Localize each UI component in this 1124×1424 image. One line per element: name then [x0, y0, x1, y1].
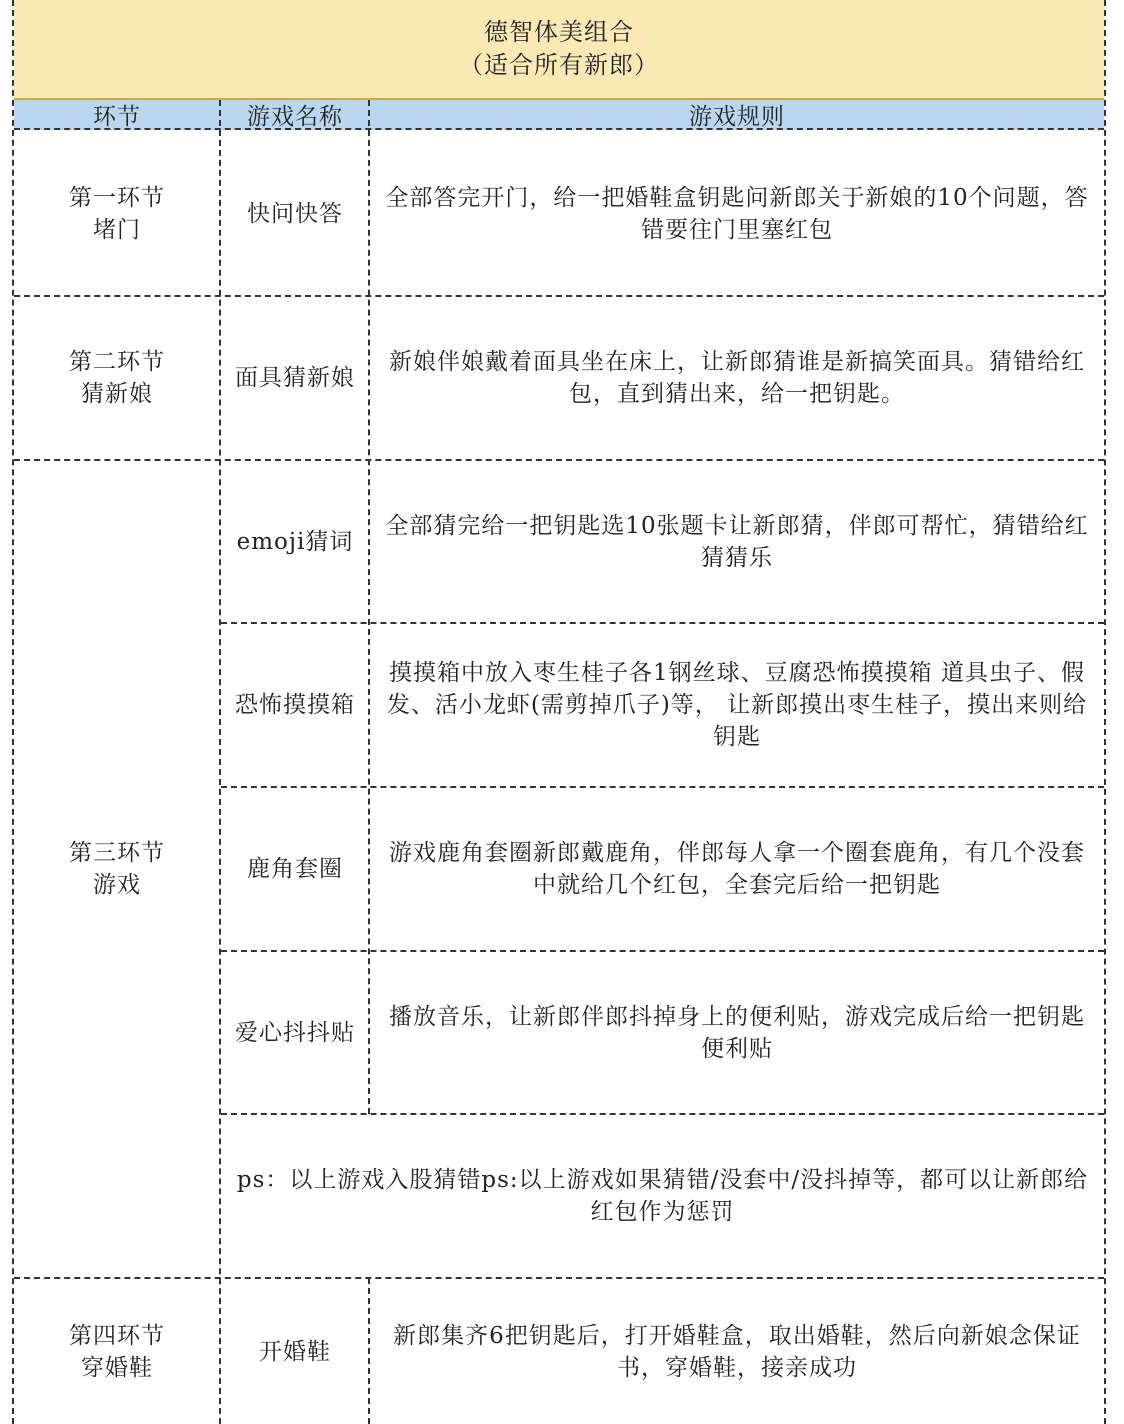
table-subtitle: （适合所有新郎）	[459, 51, 659, 79]
table-row-stage	[14, 132, 220, 295]
game-name-cell: 快问快答	[247, 200, 343, 227]
stage-label: 第一环节	[69, 184, 165, 211]
game-name-cell: 开婚鞋	[259, 1338, 331, 1365]
stage-sublabel: 穿婚鞋	[81, 1354, 153, 1381]
game-rule-cell: 播放音乐，让新郎伴郎抖掉身上的便利贴，游戏完成后给一把钥匙 便利贴	[389, 1003, 1085, 1062]
game-name-cell: emoji猜词	[236, 528, 354, 555]
game-name-cell: 鹿角套圈	[247, 856, 343, 882]
game-rule-cell: 新娘伴娘戴着面具坐在床上，让新郎猜谁是新搞笑面具。猜错给红包，直到猜出来，给一把钥匙。	[389, 349, 1085, 407]
game-rule-cell: 全部猜完给一把钥匙选10张题卡让新郎猜，伴郎可帮忙，猜错给红猜猜乐	[385, 512, 1089, 571]
stage-sublabel: 游戏	[93, 872, 141, 898]
stage-sublabel: 堵门	[93, 216, 141, 243]
header-game-name: 游戏名称	[247, 103, 343, 130]
game-name-cell: 恐怖摸摸箱	[235, 692, 355, 718]
table-header-row	[14, 100, 1104, 130]
game-name-cell: 面具猜新娘	[235, 365, 355, 391]
game-rule-cell: 摸摸箱中放入枣生桂子各1钢丝球、豆腐恐怖摸摸箱 道具虫子、假发、活小龙虾(需剪掉爪子)等， 让新郎摸出枣生桂子，摸出来则给钥匙	[386, 660, 1088, 750]
header-stage: 环节	[93, 103, 141, 130]
stage-sublabel: 猜新娘	[81, 381, 153, 407]
stage-label: 第三环节	[69, 840, 165, 866]
table-row-stage	[14, 297, 220, 459]
ps-note: ps：以上游戏入股猜错ps:以上游戏如果猜错/没套中/没抖掉等，都可以让新郎给红包作为惩罚	[236, 1167, 1089, 1225]
game-name-cell: 爱心抖抖贴	[235, 1019, 355, 1046]
game-table	[12, 0, 1106, 1424]
header-game-rules: 游戏规则	[689, 103, 785, 130]
table-title: 德智体美组合	[484, 18, 634, 46]
game-rule-cell: 新郎集齐6把钥匙后，打开婚鞋盒，取出婚鞋，然后向新娘念保证书，穿婚鞋，接亲成功	[393, 1322, 1081, 1381]
table-row-stage	[14, 1279, 220, 1424]
table-title-band	[14, 0, 1104, 100]
game-rule-cell: 游戏鹿角套圈新郎戴鹿角，伴郎每人拿一个圈套鹿角，有几个没套中就给几个红包，全套完后给一把钥匙	[389, 840, 1085, 898]
stage-label: 第二环节	[69, 349, 165, 375]
table-row-stage	[14, 461, 220, 1277]
stage-label: 第四环节	[69, 1322, 165, 1349]
game-rule-cell: 全部答完开门，给一把婚鞋盒钥匙问新郎关于新娘的10个问题，答错要往门里塞红包	[385, 184, 1089, 243]
